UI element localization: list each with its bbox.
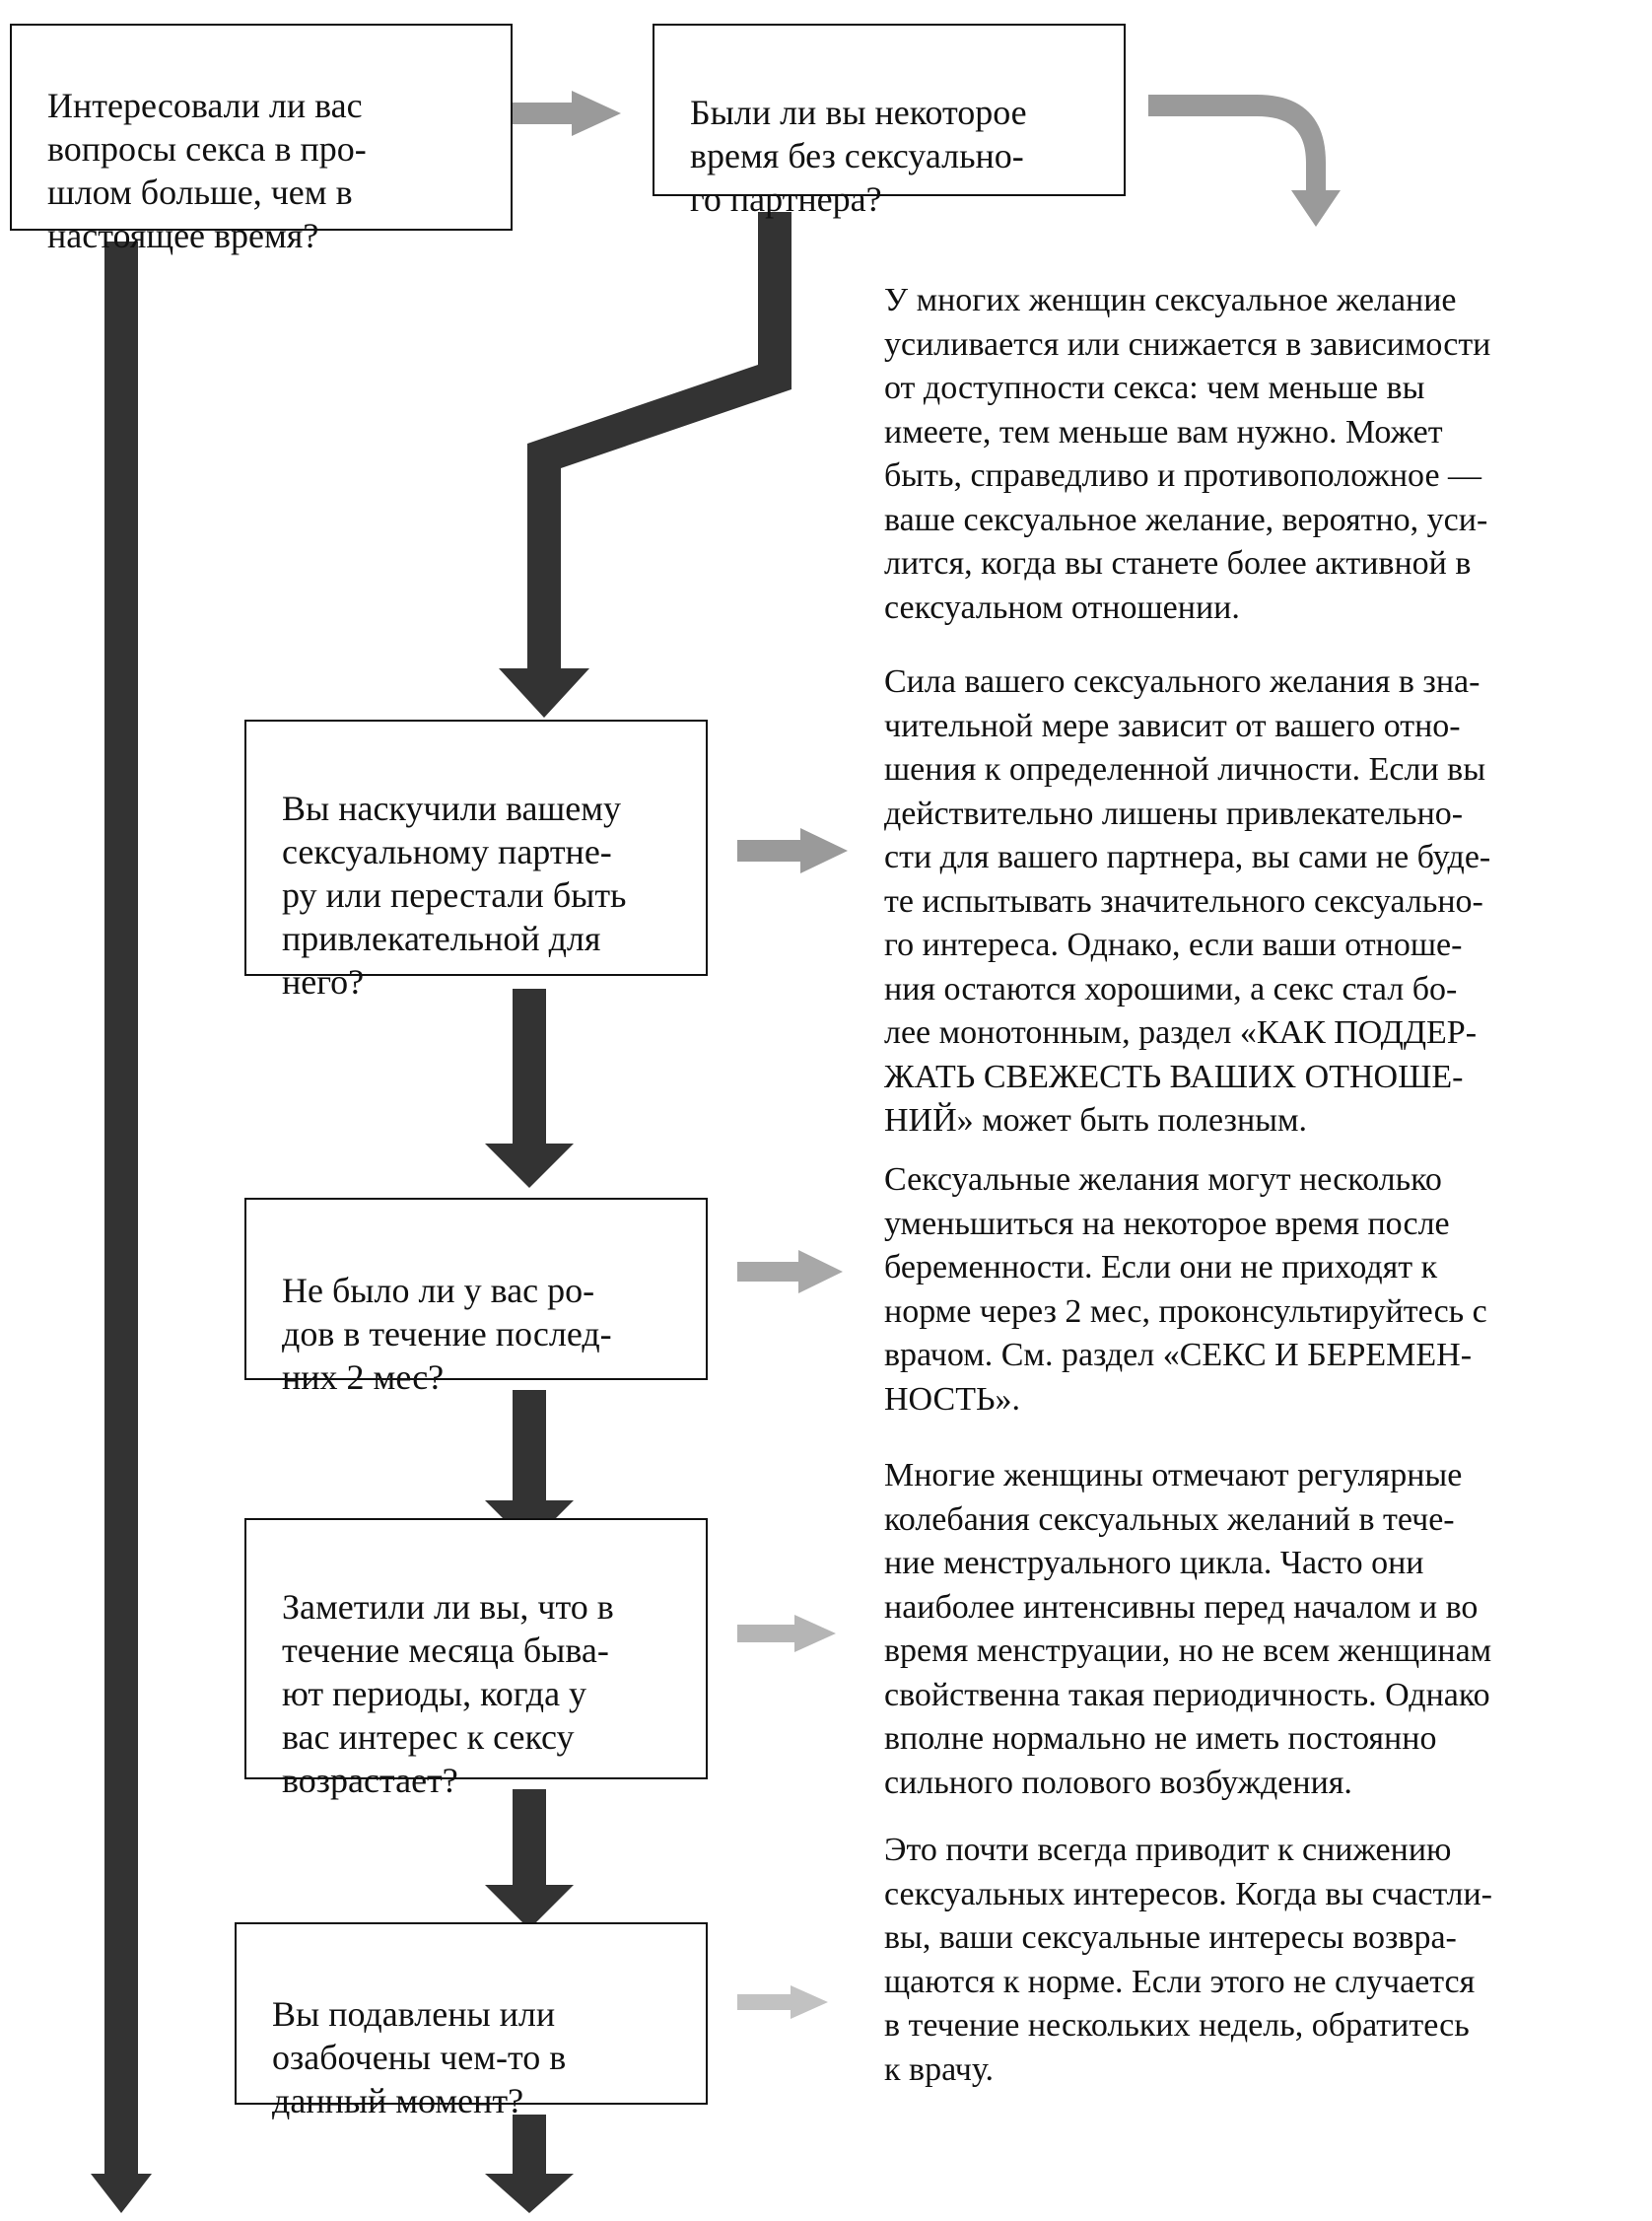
question-text: Не было ли у вас ро- дов в течение послед- них 2 мес?	[282, 1271, 612, 1397]
answer-text-attraction: Сила вашего сексуального желания в зна- чительной мере зависит от вашего отно- шения к определенной личности. Если вы действительно лишены привлекательно- сти для вашего партнера, вы сами не буде- те испытывать значительного сексуально- го интереса. Однако, если ваши отноше- ния остаются хорошими, а секс стал бо- лее монотонным, раздел «КАК ПОДДЕР- ЖАТЬ СВЕЖЕСТЬ ВАШИХ ОТНОШЕ- НИЙ» может быть полезным.	[884, 663, 1491, 1139]
zigzag-down-arrow	[499, 212, 792, 718]
question-box-past-interest	[10, 24, 513, 255]
left-down-arrow	[91, 242, 152, 2213]
question-box-monthly-periods	[244, 1518, 708, 1800]
question-text: Вы подавлены или озабочены чем-то в данный момент?	[272, 1994, 567, 2120]
answer-text-availability: У многих женщин сексуальное желание усиливается или снижается в зависимости от доступности секса: чем меньше вы имеете, тем меньше вам нужно. Может быть, справедливо и противоположное — ваше сексуальное желание, вероятно, уси- лится, когда вы станете более активной в сексуальном отношении.	[884, 282, 1491, 626]
yes-arrow-2-answer1	[1148, 95, 1341, 227]
question-text: Были ли вы некоторое время без сексуально- го партнера?	[690, 93, 1027, 219]
question-text: Интересовали ли вас вопросы секса в про- шлом больше, чем в настоящее время?	[47, 86, 367, 255]
yes-arrow-6-answer5	[737, 1985, 828, 2019]
question-box-depressed	[235, 1922, 708, 2120]
yes-arrow-4-answer3	[737, 1250, 843, 1293]
yes-arrow-3-answer2	[737, 828, 848, 873]
question-box-no-partner	[653, 24, 1126, 219]
question-text: Вы наскучили вашему сексуальному партне- ру или перестали быть привлекательной для него?	[282, 789, 627, 1002]
question-text: Заметили ли вы, что в течение месяца быва- ют периоды, когда у вас интерес к сексу возрастает?	[282, 1587, 614, 1800]
question-box-recent-birth	[244, 1198, 708, 1397]
yes-arrow-1-2	[505, 91, 621, 136]
answer-text-depression: Это почти всегда приводит к снижению сексуальных интересов. Когда вы счастли- вы, ваши сексуальные интересы возвра- щаются к норме. Если этого не случается в течение нескольких недель, обратитесь к врачу.	[884, 1832, 1492, 2088]
yes-arrow-5-answer4	[737, 1615, 836, 1652]
answer-text-pregnancy: Сексуальные желания могут несколько уменьшиться на некоторое время после беременности. Если они не приходят к норме через 2 мес, проконсультируйтесь с врачом. См. раздел «СЕКС И БЕРЕМЕН- НОСТЬ».	[884, 1161, 1487, 1418]
down-arrow-6-end	[485, 2115, 574, 2213]
down-arrow-3-4	[485, 989, 574, 1188]
question-box-partner-bored	[244, 720, 708, 1002]
down-arrow-5-6	[485, 1789, 574, 1929]
answer-text-menstrual-cycle: Многие женщины отмечают регулярные колебания сексуальных желаний в тече- ние менструального цикла. Часто они наиболее интенсивны перед началом и во время менструации, но не всем женщинам свойственна такая периодичность. Однако вполне нормально не иметь постоянно сильного полового возбуждения.	[884, 1457, 1492, 1801]
